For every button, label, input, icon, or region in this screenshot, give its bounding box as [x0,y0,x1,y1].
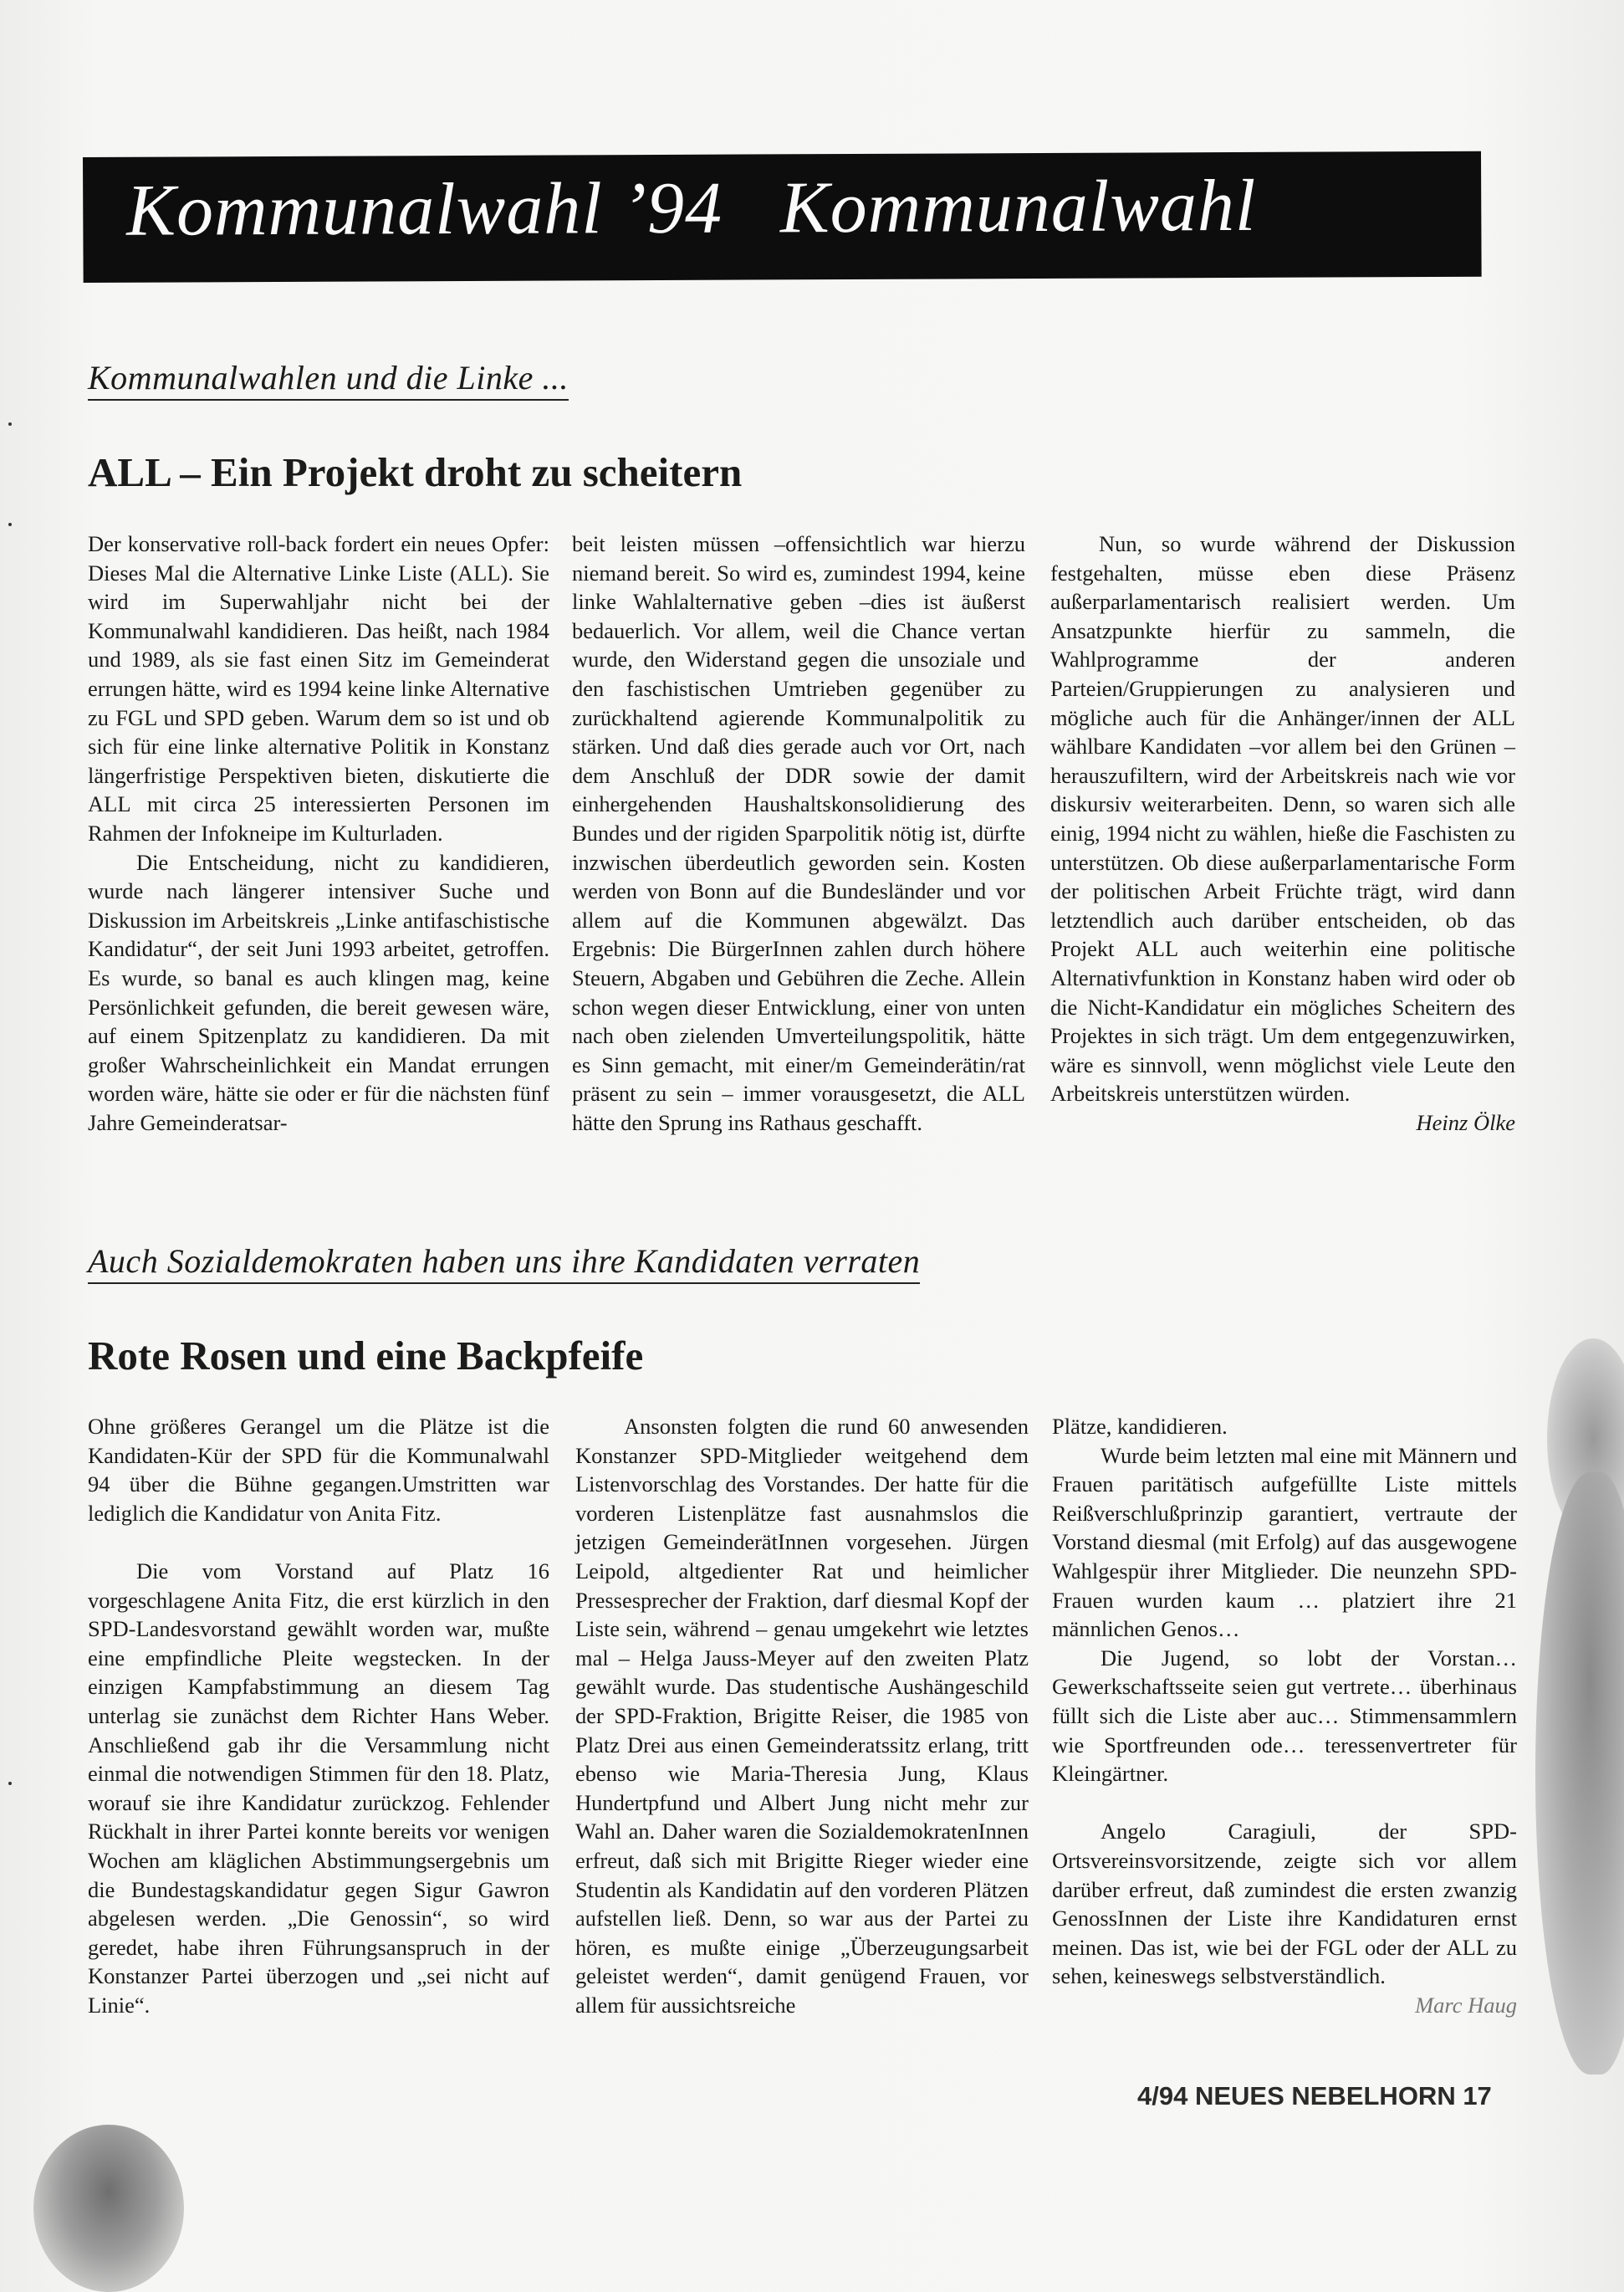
article1-column-2 [572,530,1025,1137]
article2-headline: Rote Rosen und eine Backpfeife [88,1333,644,1379]
article1-author: Heinz Ölke [1416,1109,1515,1135]
article1-column-3 [1050,530,1515,1137]
article1-column-1 [88,530,549,1137]
paragraph: Wurde beim letzten mal eine mit Männern und Frauen paritätisch aufgefüllte Liste mittels Reißverschlußprinzip garantiert, vertraute der Vorstand diesmal (mit Erfolg) auf das ausgewogene Wahlgespür ihrer Mitglieder. Die neunzehn SPD-Frauen wurden kaum … platziert ihre 21 männlichen Genos… [1052,1442,1517,1642]
page-footer: 4/94 NEUES NEBELHORN 17 [1137,2081,1492,2110]
paragraph: Ansonsten folgten die rund 60 anwesenden Konstanzer SPD-Mitglieder weitgehend dem Listenvorschlag des Vorstandes. Der hatte für die vorderen Listenplätze fast ausnahmslos die jetzigen GemeinderätInnen vorgesehen. Jürgen Leipold, altgedienter Rat und heimlicher Pressesprecher der Fraktion, darf diesmal Kopf der Liste sein, während – genau umgekehrt wie letztes mal – Helga Jauss-Meyer auf den zweiten Platz gewählt wurde. Das studentische Aushängeschild der SPD-Fraktion, Brigitte Reiser, die 1985 von Platz Drei aus einen Gemeinderatssitz erlang, tritt ebenso wie Maria-Theresia Jung, Klaus Hundertpfund und Albert Jung nicht mehr zur Wahl an. Daher waren die SozialdemokratenInnen erfreut, daß sich mit Brigitte Rieger wieder eine Studentin als Kandidatin auf den vorderen Plätzen aufstellen ließ. Denn, so war aus der Partei zu hören, es mußte einige „Überzeugungsarbeit geleistet werden“, damit genügend Frauen, vor allem für aussichtsreiche [575,1414,1029,2018]
article2-column-3 [1052,1412,1517,2019]
paragraph: Nun, so wurde während der Diskussion festgehalten, müsse eben diese Präsenz außerparlamentarisch realisiert werden. Um Ansatzpunkte hierfür zu sammeln, die Wahlprogramme der anderen Parteien/Gruppierungen zu analysieren und mögliche auch für die Anhänger/innen der ALL wählbare Kandidaten –vor allem bei den Grünen –herauszufiltern, wird der Arbeitskreis nach wie vor diskursiv weiterarbeiten. Denn, so waren sich alle einig, 1994 nicht zu wählen, hieße die Faschisten zu unterstützen. Ob diese außerparlamentarische Form der politischen Arbeit Früchte trägt, wird dann letztendlich auch darüber entscheiden, ob das Projekt ALL auch weiterhin eine politische Alternativfunktion in Konstanz haben wird oder ob die Nicht-Kandidatur ein mögliches Scheitern des Projektes in sich trägt. Um dem entgegenzuwirken, wäre es sinnvoll, wenn möglichst viele Leute den Arbeitskreis unterstützen würden. [1050,531,1515,1107]
thumb-overlay [1535,1472,1624,2075]
paragraph: beit leisten müssen –offensichtlich war hierzu niemand bereit. So wird es, zumindest 1994, keine linke Wahlalternative geben –dies ist äußerst bedauerlich. Vor allem, weil die Chance vertan wurde, den Widerstand gegen die unsoziale und den faschistischen Umtrieben gegenüber zu zurückhaltend agierende Kommunalpolitik zu stärken. Und daß dies gerade auch vor Ort, nach dem Anschluß der DDR sowie der damit einhergehenden Haushaltskonsolidierung des Bundes und der rigiden Sparpolitik nötig ist, dürfte inzwischen überdeutlich geworden sein. Kosten werden von Bonn auf die Bundesländer und vor allem auf die Kommunen abgewälzt. Das Ergebnis: Die BürgerInnen zahlen durch höhere Steuern, Abgaben und Gebühren die Zeche. Allein schon wegen dieser Entwicklung, einer von unten nach oben zielenden Umverteilungspolitik, hätte es Sinn gemacht, mit einer/m Gemeinderätin/rat präsent zu sein – immer vorausgesetzt, die ALL hätte den Sprung ins Rathaus geschafft. [572,531,1025,1135]
banner-title: Kommunalwahl ’94 Kommunalwahl [126,165,1257,252]
article2-kicker: Auch Sozialdemokraten haben uns ihre Kandidaten verraten [88,1241,920,1284]
paragraph: Ohne größeres Gerangel um die Plätze ist die Kandidaten-Kür der SPD für die Kommunalwahl 94 über die Bühne gegangen.Umstritten war lediglich die Kandidatur von Anita Fitz. [88,1414,549,1526]
article2-column-1 [88,1412,549,2019]
paragraph: Der konservative roll-back fordert ein neues Opfer: Dieses Mal die Alternative Linke Liste (ALL). Sie wird im Superwahljahr nicht bei der Kommunalwahl kandidieren. Das heißt, nach 1984 und 1989, als sie fast einen Sitz im Gemeinderat errungen hätte, wird es 1994 keine linke Alternative zu FGL und SPD geben. Warum dem so ist und ob sich für eine linke alternative Politik in Konstanz längerfristige Perspektiven bieten, diskutierte die ALL mit circa 25 interessierten Personen im Rahmen der Infokneipe im Kulturladen. [88,531,549,846]
margin-mark [8,523,12,526]
paragraph: Die Entscheidung, nicht zu kandidieren, wurde nach längerer intensiver Suche und Diskussion im Arbeitskreis „Linke antifaschistische Kandidatur“, der seit Juni 1993 arbeitet, getroffen. Es wurde, so banal es auch klingen mag, keine Persönlichkeit gefunden, die bereit gewesen wäre, auf einem Spitzenplatz zu kandidieren. Da mit großer Wahrscheinlichkeit ein Mandat errungen worden wäre, hätte sie oder er für die nächsten fünf Jahre Gemeinderatsar- [88,849,549,1135]
article1-headline: ALL – Ein Projekt droht zu scheitern [88,449,743,495]
article2-column-2 [575,1412,1029,2019]
margin-mark [8,422,12,426]
paragraph: Die Jugend, so lobt der Vorstan… Gewerkschaftsseite seien gut vertrete… überhinaus füllt sich die Liste aber auc… Stimmensammlern wie Sportfreunden ode… teressenvertreter für Kleingärtner. [1052,1645,1517,1787]
section-banner [83,151,1482,283]
article1-kicker: Kommunalwahlen und die Linke ... [88,358,569,401]
paragraph: Plätze, kandidieren. [1052,1414,1228,1439]
margin-mark [8,1782,12,1785]
paragraph: Die vom Vorstand auf Platz 16 vorgeschlagene Anita Fitz, die erst kürzlich in den SPD-Landesvorstand gewählt worden war, mußte eine empfindliche Pleite wegstecken. In der einzigen Kampfabstimmung an diesem Tag unterlag sie zunächst dem Richter Hans Weber. Anschließend gab ihr die Versammlung nicht einmal die notwendigen Stimmen für den 18. Platz, worauf sie ihre Kandidatur zurückzog. Fehlender Rückhalt in ihrer Partei konnte bereits vor wenigen Wochen am kläglichen Abstimmungsergebnis um die Bundestagskandidatur gegen Sigur Gawron abgelesen werden. „Die Genossin“, so wird geredet, habe ihren Führungsanspruch in der Konstanzer Partei überzogen und „sei nicht auf Linie“. [88,1558,549,2018]
paragraph: Angelo Caragiuli, der SPD-Ortsvereinsvorsitzende, zeigte sich vor allem darüber erfreut, daß zumindest die ersten zwanzig GenossInnen der Liste ihre Kandidaturen ernst meinen. Das ist, wie bei der FGL oder der ALL zu sehen, keineswegs selbstverständlich. [1052,1819,1517,1989]
article2-author: Marc Haug [1415,1992,1517,2018]
finger-overlay [33,2125,184,2292]
